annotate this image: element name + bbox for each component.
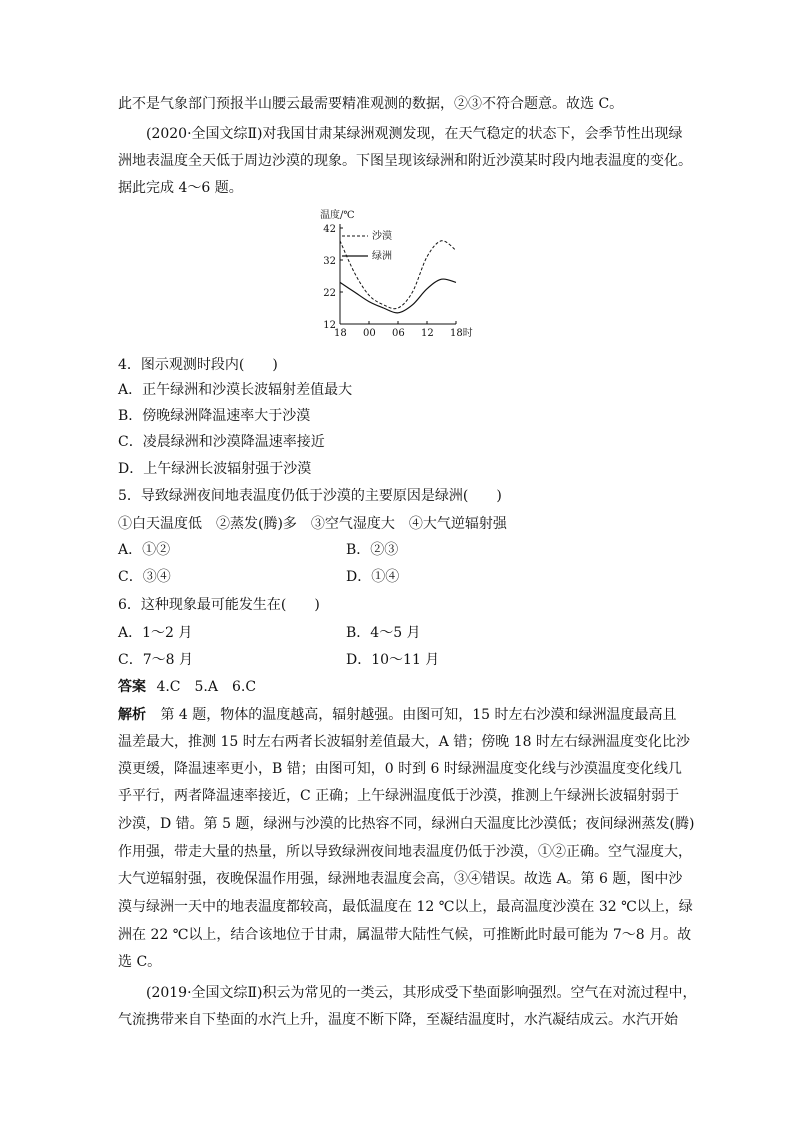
analysis-line: 作用强，带走大量的热量，所以导致绿洲夜间地表温度仍低于沙漠，①②正确。空气湿度大， [118, 844, 692, 860]
series-line-desert [340, 241, 456, 309]
y-tick-label: 32 [323, 256, 336, 267]
text-line: 气流携带来自下垫面的水汽上升，温度不断下降，至凝结温度时，水汽凝结成云。水汽开始 [118, 1012, 678, 1028]
analysis-text: 第 4 题，物体的温度越高，辐射越强。由图可知，15 时左右沙漠和绿洲温度最高且 [160, 707, 677, 723]
question-5-stem: 5．导致绿洲夜间地表温度仍低于沙漠的主要原因是绿洲( ) [118, 488, 502, 504]
question-6-option-b: B．4～5 月 [346, 625, 421, 641]
x-tick-label: 12 [421, 328, 434, 339]
analysis-line: 选 C。 [118, 954, 162, 970]
question-5-items: ①白天温度低 ②蒸发(腾)多 ③空气湿度大 ④大气逆辐射强 [118, 516, 507, 532]
question-5-option-a: A．①② [118, 542, 171, 558]
question-5-row-2 [118, 567, 400, 587]
x-tick-label: 18 [334, 328, 347, 339]
text-line: 据此完成 4～6 题。 [118, 180, 243, 196]
analysis-line: 沙漠，D 错。第 5 题，绿洲与沙漠的比热容不同，绿洲白天温度比沙漠低；夜间绿洲蒸发(腾) [118, 816, 695, 832]
text-line: 洲地表温度全天低于周边沙漠的现象。下图呈现该绿洲和附近沙漠某时段内地表温度的变化。 [118, 153, 692, 169]
answer-line [118, 677, 256, 697]
x-tick-label: 18时 [450, 328, 473, 339]
question-6-stem: 6．这种现象最可能发生在( ) [118, 597, 320, 613]
question-6-option-d: D．10～11 月 [346, 652, 440, 668]
question-6-row-2 [118, 650, 440, 670]
question-4-option-a: A．正午绿洲和沙漠长波辐射差值最大 [118, 382, 353, 398]
legend-label-desert: 沙漠 [372, 231, 392, 242]
question-5-option-b: B．②③ [346, 542, 399, 558]
analysis-line [118, 705, 677, 725]
y-tick-label: 22 [323, 288, 336, 299]
text-line: 此不是气象部门预报半山腰云最需要精准观测的数据，②③不符合题意。故选 C。 [118, 96, 624, 112]
question-6-row-1 [118, 623, 421, 643]
question-6-option-c: C．7～8 月 [118, 652, 193, 668]
answer-label: 答案 [118, 679, 146, 695]
series-line-oasis [340, 279, 456, 313]
analysis-line: 大气逆辐射强，夜晚保温作用强，绿洲地表温度会高，③④错误。故选 A。第 6 题，图中沙 [118, 871, 683, 887]
answer-text: 4.C 5.A 6.C [156, 679, 257, 695]
question-4-option-d: D．上午绿洲长波辐射强于沙漠 [118, 461, 312, 477]
chart-svg [316, 206, 482, 340]
text-line: (2019·全国文综Ⅱ)积云为常见的一类云，其形成受下垫面影响强烈。空气在对流过程中， [146, 985, 697, 1001]
question-5-option-c: C．③④ [118, 569, 171, 585]
analysis-line: 乎平行，两者降温速率接近，C 正确；上午绿洲温度低于沙漠，推测上午绿洲长波辐射弱于 [118, 788, 680, 804]
question-5-row-1 [118, 540, 399, 560]
analysis-line: 温差最大，推测 15 时左右两者长波辐射差值最大，A 错；傍晚 18 时左右绿洲温度变化比沙 [118, 734, 690, 750]
question-5-option-d: D．①④ [346, 569, 400, 585]
x-tick-label: 00 [363, 328, 376, 339]
question-6-option-a: A．1～2 月 [118, 625, 193, 641]
text-line: (2020·全国文综Ⅱ)对我国甘肃某绿洲观测发现，在天气稳定的状态下，会季节性出现绿 [146, 126, 683, 142]
analysis-line: 洲在 22 ℃以上，结合该地位于甘肃，属温带大陆性气候，可推断此时最可能为 7～8 月。故 [118, 927, 692, 943]
question-4-option-b: B．傍晚绿洲降温速率大于沙漠 [118, 408, 311, 424]
y-axis-label: 温度/℃ [320, 210, 355, 221]
legend-label-oasis: 绿洲 [372, 251, 392, 262]
y-tick-label: 12 [323, 320, 336, 331]
temperature-chart [316, 206, 482, 340]
question-4-option-c: C．凌晨绿洲和沙漠降温速率接近 [118, 434, 325, 450]
analysis-line: 漠更缓，降温速率更小，B 错；由图可知，0 时到 6 时绿洲温度变化线与沙漠温度变化线几 [118, 761, 682, 777]
analysis-label: 解析 [118, 707, 146, 723]
question-4-stem: 4．图示观测时段内( ) [118, 357, 278, 373]
x-tick-label: 06 [392, 328, 405, 339]
analysis-line: 漠与绿洲一天中的地表温度都较高，最低温度在 12 ℃以上，最高温度沙漠在 32 ℃以上，绿 [118, 899, 693, 915]
y-tick-label: 42 [323, 224, 336, 235]
